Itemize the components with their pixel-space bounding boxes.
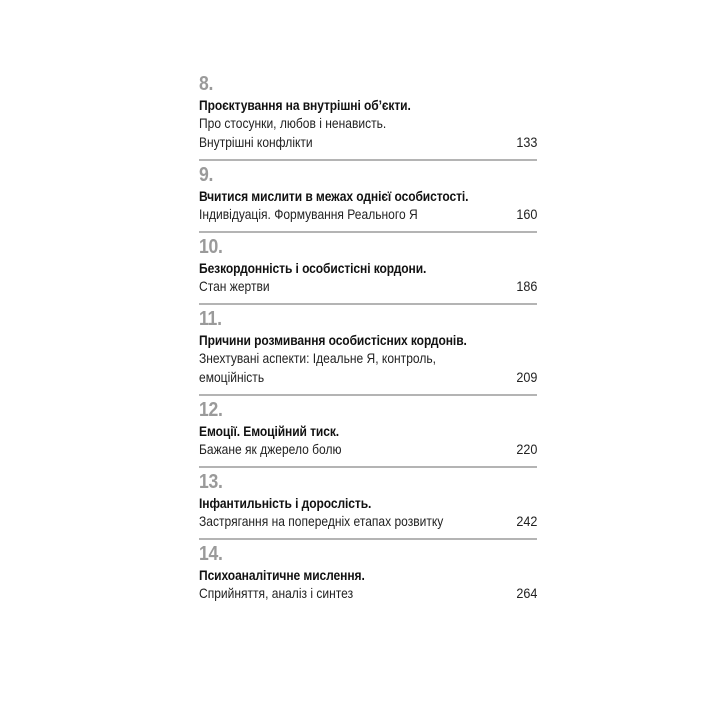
chapter-number: 11. bbox=[199, 308, 222, 330]
page-number: 242 bbox=[515, 513, 537, 529]
chapter-number: 10. bbox=[199, 236, 223, 258]
page-number: 209 bbox=[515, 369, 537, 385]
toc-entry-8 bbox=[199, 68, 537, 152]
chapter-subtitle-line: Індивідуація. Формування Реального Я bbox=[199, 206, 418, 222]
chapter-subtitle-line: Сприйняття, аналіз і синтез bbox=[199, 585, 354, 601]
page-number: 186 bbox=[515, 278, 537, 294]
chapter-title: Інфантильність і дорослість. bbox=[199, 495, 372, 511]
chapter-title: Проєктування на внутрішні об’єкти. bbox=[199, 97, 411, 113]
chapter-subtitle-line: Застрягання на попередніх етапах розвитку bbox=[199, 513, 444, 529]
chapter-title: Психоаналітичне мислення. bbox=[199, 567, 365, 583]
chapter-number: 8. bbox=[199, 73, 214, 95]
chapter-title: Причини розмивання особистісних кордонів. bbox=[199, 332, 467, 348]
chapter-subtitle-line: емоційність bbox=[199, 369, 265, 385]
chapter-number: 14. bbox=[199, 543, 223, 565]
chapter-subtitle-line: Знехтувані аспекти: Ідеальне Я, контроль, bbox=[199, 350, 436, 366]
page-number: 264 bbox=[515, 585, 537, 601]
chapter-subtitle-line: Внутрішні конфлікти bbox=[199, 134, 313, 150]
chapter-subtitle-line: Стан жертви bbox=[199, 278, 270, 294]
toc-entry-9 bbox=[199, 159, 537, 224]
chapter-subtitle-line: Бажане як джерело болю bbox=[199, 441, 342, 457]
chapter-title: Емоції. Емоційний тиск. bbox=[199, 423, 340, 439]
page-number: 133 bbox=[515, 134, 537, 150]
chapter-title: Безкордонність і особистісні кордони. bbox=[199, 260, 427, 276]
chapter-number: 13. bbox=[199, 471, 223, 493]
toc-entry-10 bbox=[199, 231, 537, 296]
chapter-subtitle-line: Про стосунки, любов і ненависть. bbox=[199, 115, 387, 131]
chapter-number: 12. bbox=[199, 399, 223, 421]
page-number: 220 bbox=[515, 441, 537, 457]
toc-entry-14 bbox=[199, 538, 537, 603]
chapter-number: 9. bbox=[199, 164, 214, 186]
table-of-contents bbox=[199, 68, 537, 610]
toc-entry-11 bbox=[199, 303, 537, 387]
toc-entry-13 bbox=[199, 466, 537, 531]
chapter-title: Вчитися мислити в межах однієї особистості. bbox=[199, 188, 469, 204]
toc-entry-12 bbox=[199, 394, 537, 459]
page-number: 160 bbox=[515, 206, 537, 222]
